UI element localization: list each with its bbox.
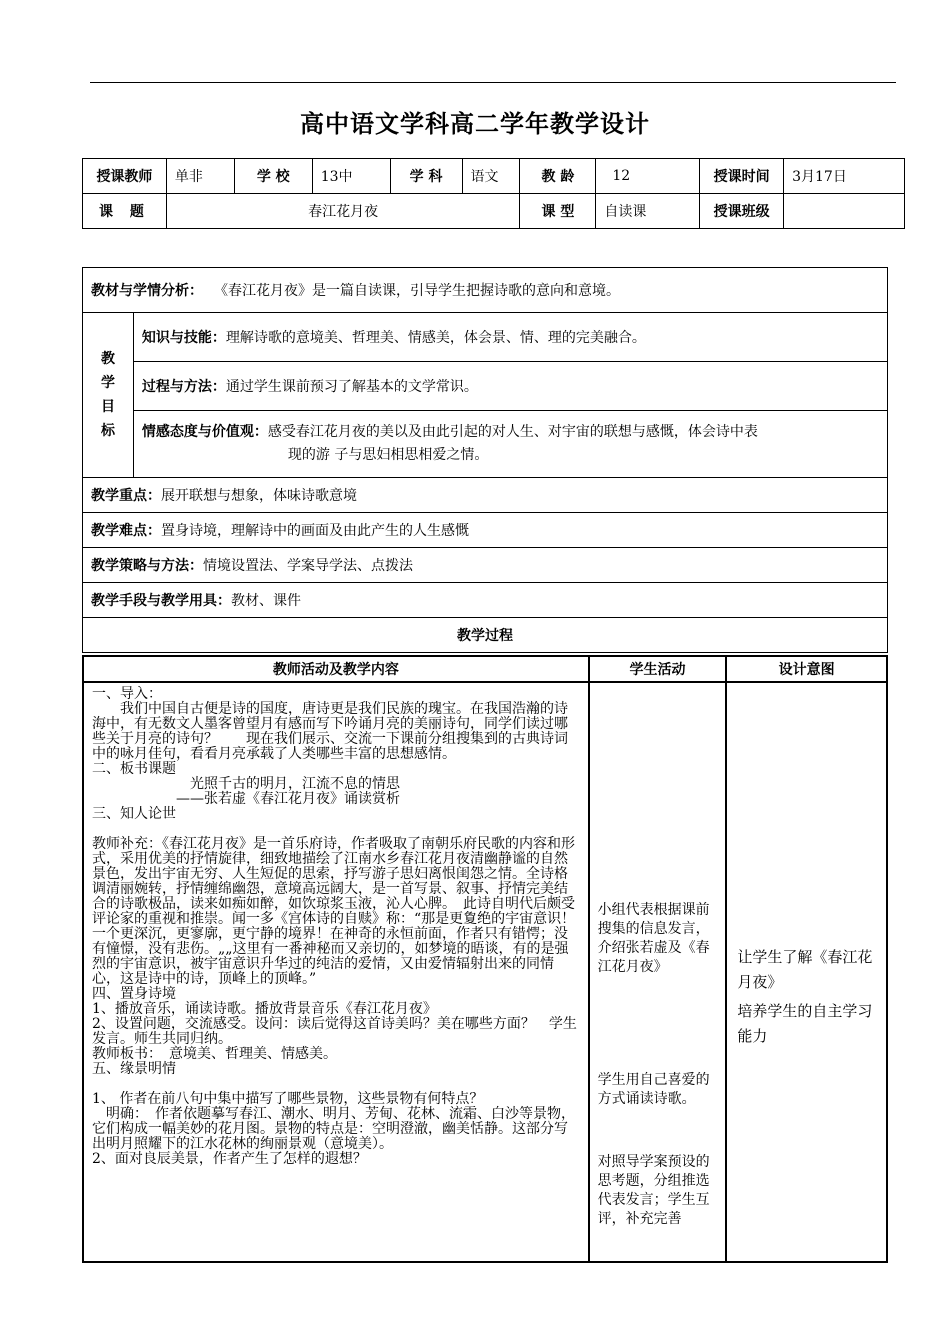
col-student-header: 学生活动: [589, 656, 727, 682]
goals-label: 教学目标: [83, 313, 134, 478]
intent-1: 让学生了解《春江花月夜》: [737, 948, 873, 991]
teacher-value: 单非: [166, 159, 234, 194]
type-label: 课 型: [520, 194, 596, 229]
plan-table: [82, 267, 888, 653]
tools-row: 教学手段与教学用具：教材、课件: [83, 583, 888, 618]
subject-value: 语文: [462, 159, 520, 194]
student-activity-2: 学生用自己喜爱的方式诵读诗歌。: [597, 1072, 710, 1107]
student-activity-3: 对照导学案预设的思考题，分组推选代表发言；学生互评，补充完善: [597, 1154, 710, 1227]
age-value: 12: [596, 159, 700, 194]
design-intents: [726, 682, 887, 1262]
emotion-row: 情感态度与价值观：感受春江花月夜的美以及由此引起的对人生、对宇宙的联想与感慨，体会诗中表 现的游 子与思妇相思相爱之情。: [133, 411, 887, 478]
intent-2: 培养学生的自主学习能力: [737, 1002, 873, 1045]
difficulty-row: 教学难点：置身诗境，理解诗中的画面及由此产生的人生感慨: [83, 513, 888, 548]
class-label: 授课班级: [700, 194, 784, 229]
process-table: [82, 655, 888, 1263]
student-activities: [589, 682, 727, 1262]
process-title: 教学过程: [83, 618, 888, 653]
analysis-row: 教材与学情分析： 《春江花月夜》是一篇自读课，引导学生把握诗歌的意向和意境。: [83, 268, 888, 313]
knowledge-row: 知识与技能：理解诗歌的意境美、哲理美、情感美，体会景、情、理的完美融合。: [133, 313, 887, 362]
info-table: [82, 158, 905, 229]
time-label: 授课时间: [700, 159, 784, 194]
time-value: 3月17日: [784, 159, 905, 194]
header-rule: [90, 82, 896, 83]
age-label: 教 龄: [520, 159, 596, 194]
school-label: 学 校: [234, 159, 312, 194]
page-title: 高中语文学科高二学年教学设计: [300, 110, 650, 138]
strategy-row: 教学策略与方法：情境设置法、学案导学法、点拨法: [83, 548, 888, 583]
topic-value: 春江花月夜: [166, 194, 520, 229]
class-value: [784, 194, 905, 229]
col-teacher-header: 教师活动及教学内容: [83, 656, 589, 682]
subject-label: 学 科: [390, 159, 462, 194]
teacher-label: 授课教师: [83, 159, 167, 194]
method-row: 过程与方法：通过学生课前预习了解基本的文学常识。: [133, 362, 887, 411]
teacher-content: 一、导入： 我们中国自古便是诗的国度，唐诗更是我们民族的瑰宝。在我国浩瀚的诗海中，有无数文人墨客曾望月有感而写下吟诵月亮的美丽诗句，同学们读过哪些关于月亮的诗句？ 现在我们展示、交流一下课前分组搜集到的古典诗词中的咏月佳句，看看月亮承载了人类哪些丰富的思想感情。 二、板书课题 光照千古的明月，江流不息的情思 ——张若虚《春江花月夜》诵读赏析 三、知人论世 教师补充：《春江花月夜》是一首乐府诗，作者吸取了南朝乐府民歌的内容和形式，采用优美的抒情旋律，细致地描绘了江南水乡春江花月夜清幽静谧的自然景色，发出宇宙无穷、人生短促的思索，抒写游子思妇离恨闺怨之情。全诗格调清丽婉转，抒情缠绵幽怨，意境高远阔大，是一首写景、叙事、抒情完美结合的诗歌极品，读来如痴如醉，如饮琼浆玉液，沁人心脾。 此诗自明代后颇受评论家的重视和推崇。闻一多《宫体诗的自赎》称：“那是更夐绝的宇宙意识！一个更深沉，更寥廓，更宁静的境界！在神奇的永恒前面，作者只有错愕；没有憧憬，没有悲伤。„„这里有一番神秘而又亲切的，如梦境的晤谈，有的是强烈的宇宙意识，被宇宙意识升华过的纯洁的爱情，又由爱情辐射出来的同情心，这是诗中的诗，顶峰上的顶峰。” 四、置身诗境 1、播放音乐，诵读诗歌。播放背景音乐《春江花月夜》 2、设置问题，交流感受。设问：读后觉得这首诗美吗？美在哪些方面？ 学生发言。师生共同归纳。 教师板书： 意境美、哲理美、情感美。 五、缘景明情 1、 作者在前八句中集中描写了哪些景物，这些景物有何特点？ 明确： 作者依题摹写春江、潮水、明月、芳甸、花林、流霜、白沙等景物，它们构成一幅美妙的花月图。景物的特点是：空明澄澈，幽美恬静。这部分写出明月照耀下的江水花林的绚丽景观（意境美）。 2、面对良辰美景，作者产生了怎样的遐想？: [83, 682, 589, 1262]
student-activity-1: 小组代表根据课前搜集的信息发言，介绍张若虚及《春江花月夜》: [597, 902, 710, 975]
key-row: 教学重点：展开联想与想象，体味诗歌意境: [83, 478, 888, 513]
type-value: 自读课: [596, 194, 700, 229]
topic-label: 课 题: [83, 194, 167, 229]
school-value: 13中: [312, 159, 390, 194]
col-intent-header: 设计意图: [726, 656, 887, 682]
